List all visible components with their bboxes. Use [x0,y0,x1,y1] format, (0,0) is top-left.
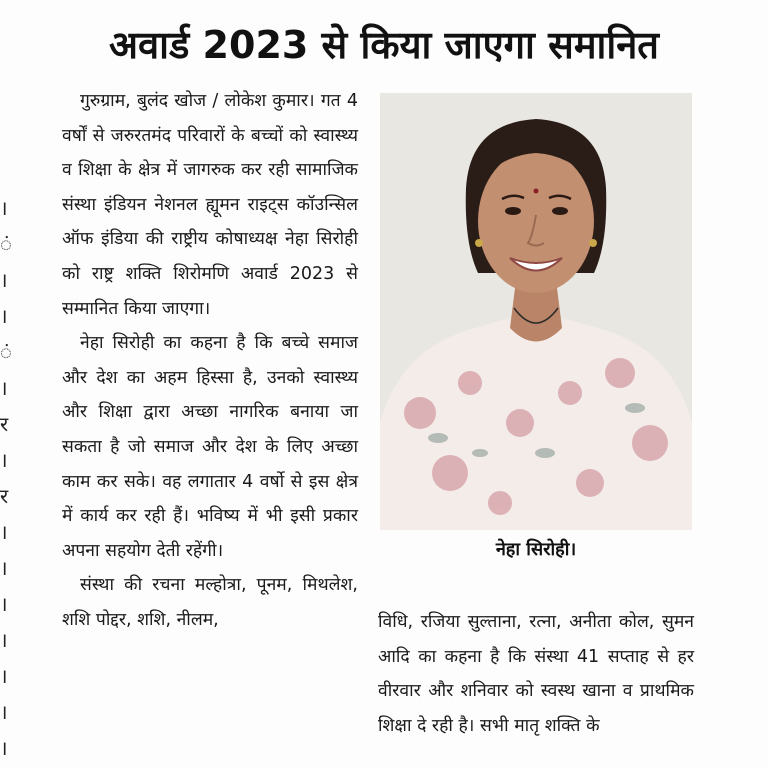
article-paragraph-1: गुरुग्राम, बुलंद खोज / लोकेश कुमार। गत 4 वर्षों से जरुरतमंद परिवारों के बच्चों को स्वास्थ्य व शिक्षा के क्षेत्र में जागरुक कर रही सामाजिक संस्था इंडियन नेशनल ह्यूमन राइट्स कॉउन्सिल ऑफ इंडिया की राष्ट्रीय कोषाध्यक्ष नेहा सिरोही को राष्ट्र शक्ति शिरोमणि अवार्ड 2023 से सम्मानित किया जाएगा। [62,91,358,319]
article-paragraph-3: संस्था की रचना मल्होत्रा, पूनम, मिथलेश, शशि पोद्दर, शशि, नीलम, [62,575,358,630]
article-left-column [62,84,358,638]
article-right-paragraph: विधि, रजिया सुल्ताना, रत्ना, अनीता कोल, सुमन आदि का कहना है कि संस्था 41 सप्ताह से हर वीरवार और शनिवार को स्वस्थ खाना व प्राथमिक शिक्षा दे रही है। सभी मातृ शक्ति के [378,612,694,736]
cropped-previous-headline-line [60,0,720,10]
portrait-photo [380,93,692,530]
cropped-adjacent-column-edge: । ं । । ं । र । र । । । । । । । [0,196,12,760]
article-right-column [378,605,694,743]
article-paragraph-2: नेहा सिरोही का कहना है कि बच्चे समाज और देश का अहम हिस्सा है, उनको स्वास्थ्य और शिक्षा द्वारा अच्छा नागरिक बनाया जा सकता है जो समाज और देश के लिए अच्छा काम कर सके। वह लगातार 4 वर्षो से इस क्षेत्र में कार्य कर रही हैं। भविष्य में भी इसी प्रकार अपना सहयोग देती रहेंगी। [62,333,358,561]
photo-caption: नेहा सिरोही। [495,539,577,560]
headline: अवार्ड 2023 से किया जाएगा समानित [109,23,659,67]
